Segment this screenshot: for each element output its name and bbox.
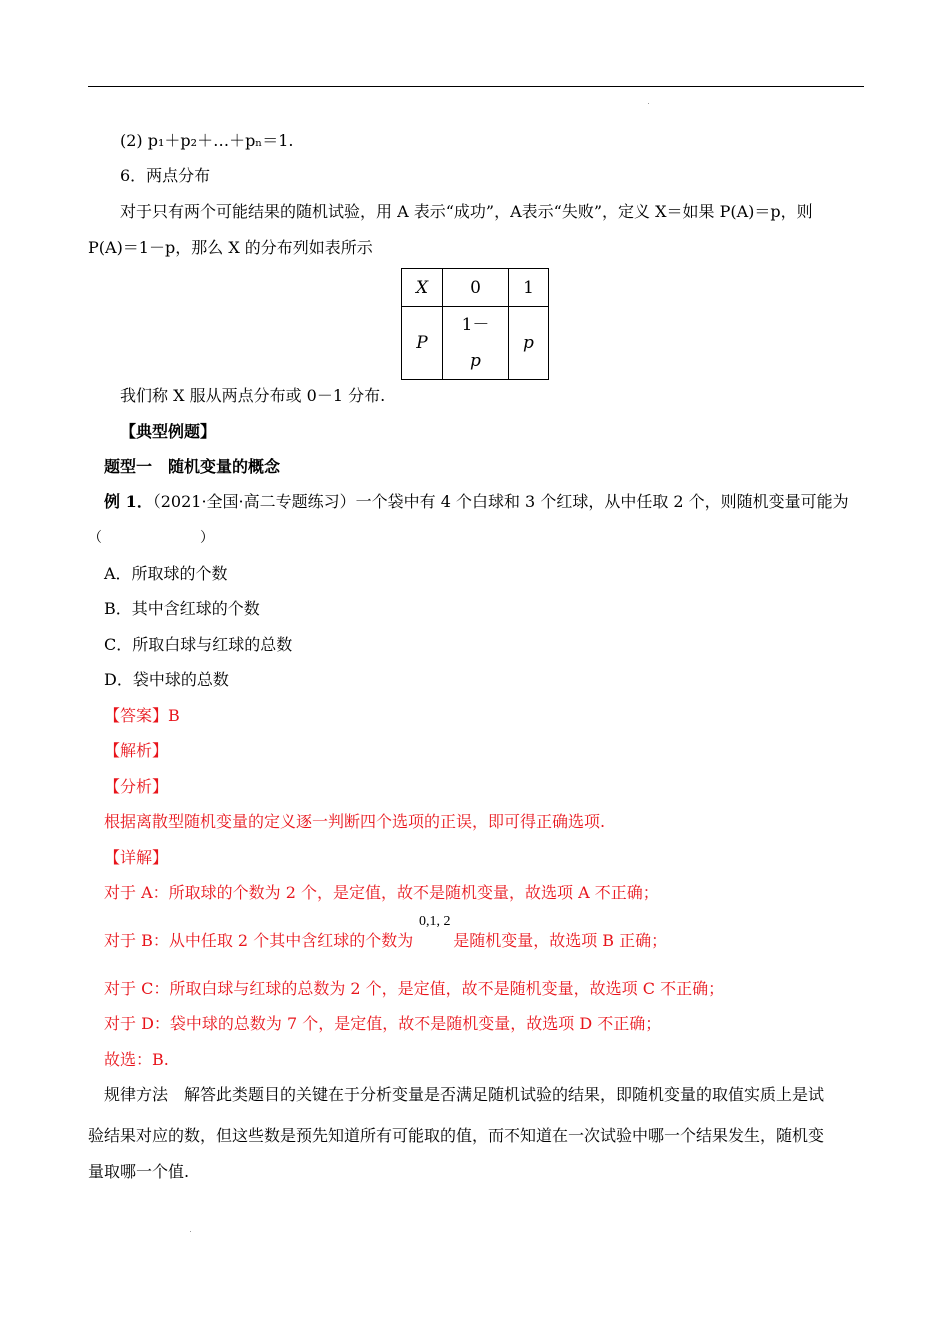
example-1-text: （2021·全国·高二专题练习）一个袋中有 4 个白球和 3 个红球，从中任取 2 个，则随机变量可能为 [152, 492, 849, 511]
option-b: B．其中含红球的个数 [104, 599, 260, 618]
detail-b-post: 是随机变量，故选项 B 正确； [453, 931, 668, 950]
cell-bottom: p [470, 351, 481, 371]
analysis-heading: 【解析】 [104, 741, 169, 760]
detail-a: 对于 A：所取球的个数为 2 个，是定值，故不是随机变量，故选项 A 不正确； [104, 883, 659, 902]
table-header-0: 0 [443, 269, 509, 307]
example-1 [104, 492, 849, 512]
cell-top: 1－ [461, 315, 490, 335]
header-dot [648, 103, 649, 104]
examples-heading: 【典型例题】 [120, 422, 217, 441]
conclusion: 我们称 X 服从两点分布或 0－1 分布. [120, 386, 386, 405]
method-line-2: 验结果对应的数，但这些数是预先知道所有可能取的值，而不知道在一次试验中哪一个结果发生，随机变 [88, 1126, 825, 1145]
detail-b [104, 931, 667, 951]
detail-d: 对于 D：袋中球的总数为 7 个，是定值，故不是随机变量，故选项 D 不正确； [104, 1014, 662, 1033]
final-choice: 故选：B. [104, 1050, 169, 1069]
type-one-title: 题型一 随机变量的概念 [104, 457, 281, 476]
option-a: A．所取球的个数 [104, 564, 228, 583]
detail-heading: 【详解】 [104, 848, 169, 867]
header-rule [88, 86, 864, 87]
detail-c: 对于 C：所取白球与红球的总数为 2 个，是定值，故不是随机变量，故选项 C 不正确； [104, 979, 725, 998]
property-2: (2) p₁＋p₂＋…＋pₙ＝1. [120, 131, 294, 150]
table-header-x: X [415, 277, 429, 298]
footer-dot [190, 1231, 191, 1232]
example-1-answer-blank: （ ） [88, 530, 214, 546]
method-line-3: 量取哪一个值. [88, 1162, 190, 1181]
option-c: C．所取白球与红球的总数 [104, 635, 293, 654]
table-header-1: 1 [509, 269, 549, 307]
definition-line-2: P(A)＝1－p，那么 X 的分布列如表所示 [88, 238, 373, 257]
table-cell-1-minus-p [443, 307, 509, 380]
method-line-1: 规律方法 解答此类题目的关键在于分析变量是否满足随机试验的结果，即随机变量的取值实质上是试 [104, 1085, 825, 1104]
section-6-title: 6．两点分布 [120, 166, 211, 185]
fenxi-text: 根据离散型随机变量的定义逐一判断四个选项的正误，即可得正确选项. [104, 812, 606, 831]
definition-line-1: 对于只有两个可能结果的随机试验，用 A 表示“成功”，A表示“失败”，定义 X＝如果 P(A)＝p，则 [120, 202, 813, 221]
fenxi-heading: 【分析】 [104, 777, 169, 796]
detail-b-pre: 对于 B：从中任取 2 个其中含红球的个数为 [104, 931, 414, 950]
table-cell-p: p [523, 333, 534, 353]
table-row-p-label: P [416, 333, 428, 353]
distribution-table [401, 268, 549, 380]
example-1-label: 例 1． [104, 492, 153, 511]
detail-b-values: 0,1, 2 [419, 914, 451, 929]
option-d: D．袋中球的总数 [104, 670, 229, 689]
answer-line: 【答案】B [104, 706, 180, 725]
